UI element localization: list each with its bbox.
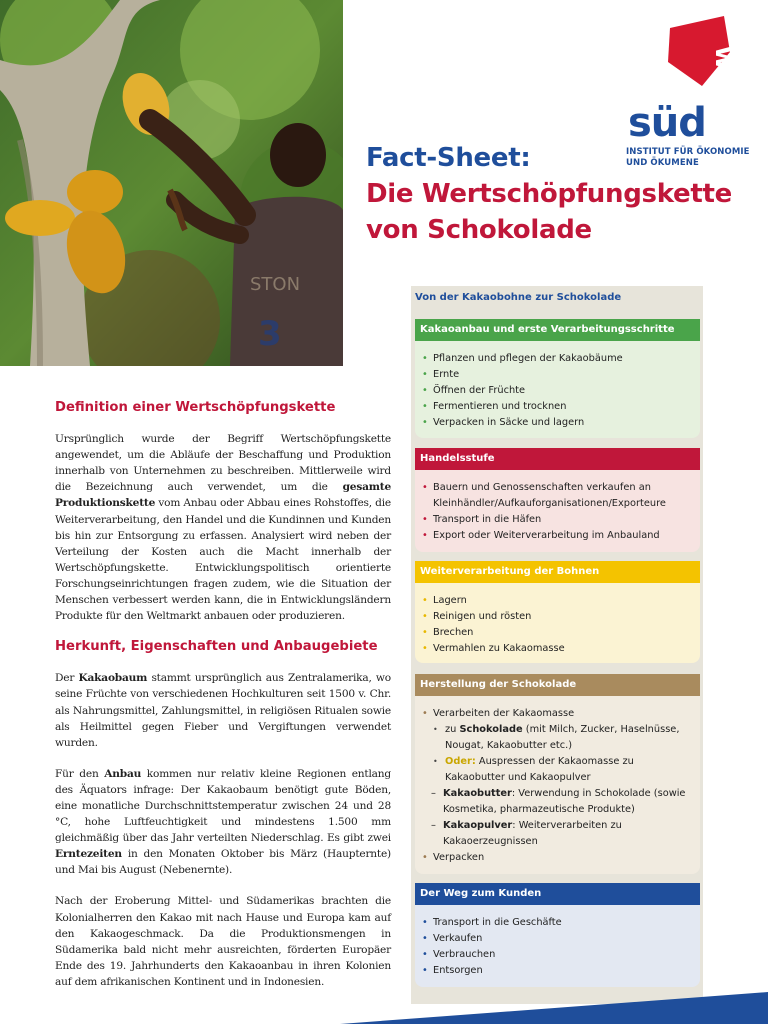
list-item: • Verpacken [421, 850, 694, 866]
section-customer-title: Der Weg zum Kunden [415, 883, 700, 905]
title-line3: von Schokolade [366, 215, 592, 245]
list-item: • Verarbeiten der Kakaomasse [421, 706, 694, 722]
dash-item-cocoa-butter: – Kakaobutter: Verwendung in Schokolade (sowie Kosmetika, pharmazeutische Produkte) [421, 786, 694, 818]
list-item: • Pflanzen und pflegen der Kakaobäume [421, 351, 694, 367]
title-line2: Die Wertschöpfungskette [366, 179, 732, 209]
list-item: • Transport in die Geschäfte [421, 915, 694, 931]
svg-text:wind: wind [709, 46, 739, 117]
cocoa-farmer-photo [0, 0, 343, 366]
main-text-column [55, 400, 391, 1005]
section-processing-body [415, 583, 700, 663]
dash-item-cocoa-powder: – Kakaopulver: Weiterverarbeiten zu Kakaoerzeugnissen [421, 818, 694, 850]
list-item: • Reinigen und rösten [421, 609, 694, 625]
section-cultivation-title: Kakaoanbau und erste Verarbeitungsschritte [415, 319, 700, 341]
bottom-stripe-decoration [340, 992, 768, 1024]
sub-item-alternative: • Oder: Auspressen der Kakaomasse zu Kakaobutter und Kakaopulver [433, 754, 694, 786]
list-item: • Bauern und Genossenschaften verkaufen an Kleinhändler/Aufkauforganisationen/Exporteure [421, 480, 694, 512]
svg-text:3: 3 [258, 314, 282, 354]
list-item: • Lagern [421, 593, 694, 609]
list-item: • Entsorgen [421, 963, 694, 979]
section-trade-title: Handelsstufe [415, 448, 700, 470]
heading-definition: Definition einer Wertschöpfungskette [55, 400, 336, 415]
logo-tagline-line1: INSTITUT FÜR ÖKONOMIE [626, 147, 750, 157]
section-cultivation-body [415, 341, 700, 438]
sub-item-chocolate: • zu Schokolade (mit Milch, Zucker, Haselnüsse, Nougat, Kakaobutter etc.) [433, 722, 694, 754]
section-trade-body [415, 470, 700, 552]
page-title [366, 140, 732, 248]
paragraph-definition: Ursprünglich wurde der Begriff Wertschöpfungskette angewendet, um die Abläufe der Beschaffung und Produktion innerhalb von Unternehmen zu beschreiben. Mittlerweile wird die Bezeichnung auch verwendet, um die gesamte Produktionskette vom Anbau oder Abbau eines Rohstoffes, die Weiterverarbeitung, den Handel und die Kundinnen und Kunden bis hin zur Entsorgung zu erfassen. Analysiert wird neben der Verteilung der Kosten auch die Macht innerhalb der Wertschöpfungskette. Entwicklungspolitisch orientierte Forschungseinrichtungen fragen zudem, wie die Situation der Menschen verbessert werden kann, die in Entwicklungsländern Produkte für den Weltmarkt anbauen oder produzieren. [55, 433, 391, 623]
section-production-body [415, 696, 700, 874]
list-item: • Transport in die Häfen [421, 512, 694, 528]
panel-header: Von der Kakaobohne zur Schokolade [415, 292, 622, 303]
title-line1: Fact-Sheet: [366, 143, 531, 173]
svg-text:süd: süd [628, 100, 706, 141]
list-item: • Ernte [421, 367, 694, 383]
section-customer-body [415, 905, 700, 987]
list-item: • Fermentieren und trocknen [421, 399, 694, 415]
suedwind-logo [624, 16, 744, 141]
svg-text:STON: STON [250, 274, 301, 295]
list-item: • Brechen [421, 625, 694, 641]
list-item: • Verkaufen [421, 931, 694, 947]
list-item: • Vermahlen zu Kakaomasse [421, 641, 694, 657]
paragraph-history: Nach der Eroberung Mittel- und Südamerikas brachten die Kolonialherren den Kakao mit nach Hause und Europa kam auf den Kakaogeschmack. Da die Produktionsmengen in Südamerika bald nicht mehr ausreichten, förderten Europäer Ende des 19. Jahrhunderts den Kakaoanbau in ihren Kolonien auf dem afrikanischen Kontinent und in Indonesien. [55, 895, 391, 988]
list-item: • Verpacken in Säcke und lagern [421, 415, 694, 431]
list-item: • Export oder Weiterverarbeitung im Anbauland [421, 528, 694, 544]
logo-tagline-line2: UND ÖKUMENE [626, 158, 699, 168]
section-production-title: Herstellung der Schokolade [415, 674, 700, 696]
paragraph-origin: Der Kakaobaum stammt ursprünglich aus Zentralamerika, wo seine Früchte von verschiedenen Hochkulturen seit 1500 v. Chr. als Nahrungsmittel, Zahlungsmittel, in religiösen Ritualen sowie als Heilmittel gegen Fieber und Vergiftungen verwendet wurden. [55, 672, 391, 749]
paragraph-cultivation: Für den Anbau kommen nur relativ kleine Regionen entlang des Äquators infrage: Der Kakaobaum benötigt gute Böden, eine monatliche Durchschnittstemperatur zwischen 24 und 28 °C, hohe Luftfeuchtigkeit und mindestens 1.500 mm gleichmäßig über das Jahr verteilten Niederschlag. Es gibt zwei Erntezeiten in den Monaten Oktober bis März (Haupternte) und Mai bis August (Nebenernte). [55, 767, 391, 877]
section-processing-title: Weiterverarbeitung der Bohnen [415, 561, 700, 583]
list-item: • Verbrauchen [421, 947, 694, 963]
heading-origin: Herkunft, Eigenschaften und Anbaugebiete [55, 639, 378, 655]
list-item: • Öffnen der Früchte [421, 383, 694, 399]
